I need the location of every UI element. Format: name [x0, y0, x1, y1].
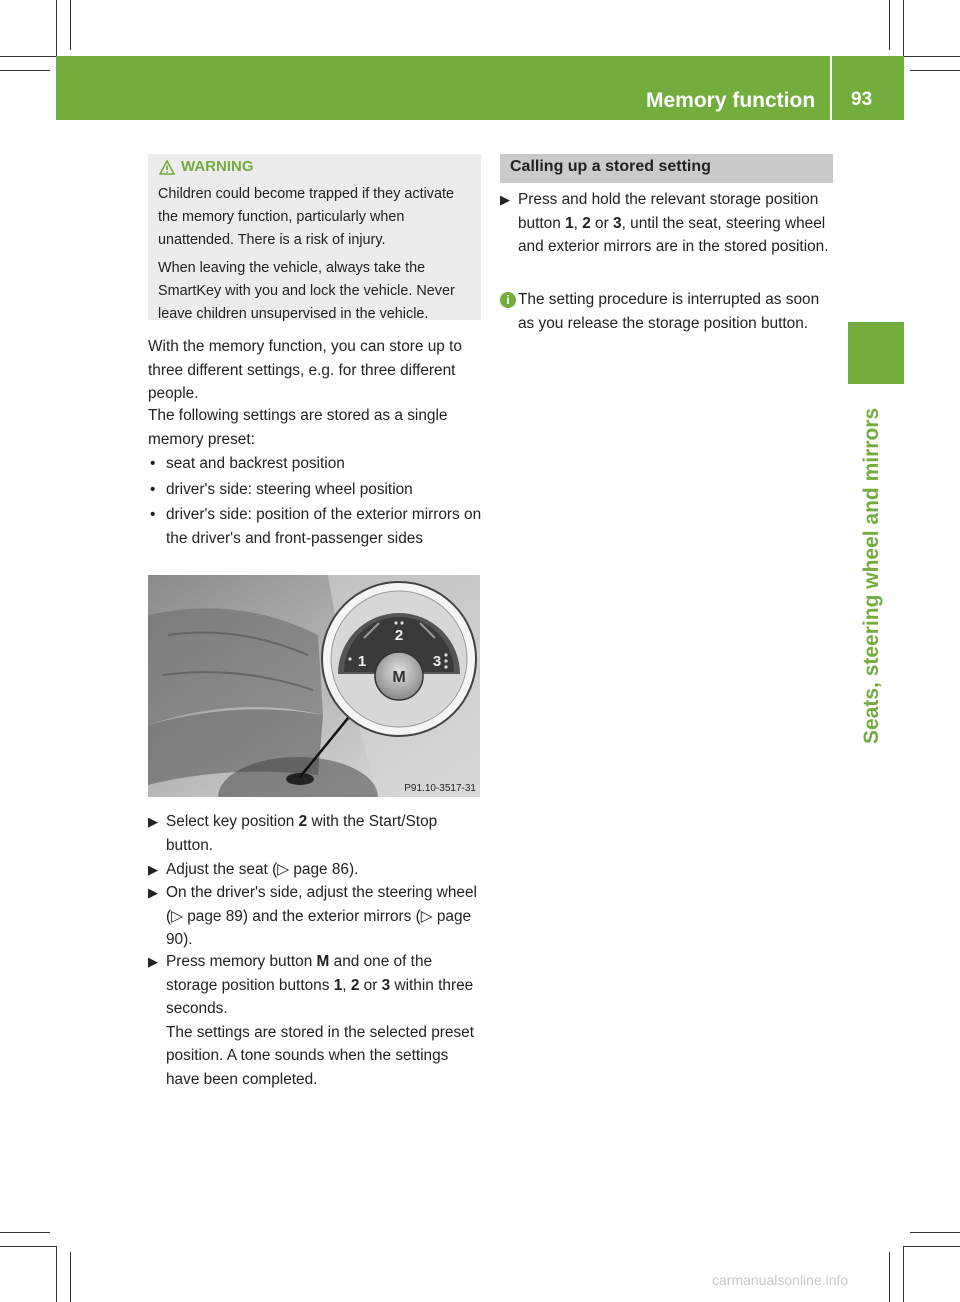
crop-mark	[903, 1246, 904, 1302]
step-key: 2	[582, 214, 591, 232]
instruction-step	[500, 188, 834, 259]
warning-heading: WARNING	[181, 158, 254, 175]
step-text: or	[590, 214, 614, 232]
step-text: or	[359, 976, 382, 994]
step-arrow-icon: ▶	[148, 954, 158, 969]
info-icon: i	[500, 292, 516, 308]
step-text: Adjust the seat (▷ page 86).	[166, 861, 359, 878]
watermark: carmanualsonline.info	[712, 1272, 849, 1288]
step-text: Press memory button	[166, 953, 317, 970]
bullet-mark: •	[150, 481, 156, 498]
button-2-label: 2	[394, 627, 404, 644]
step-key: 2	[298, 813, 308, 830]
info-note	[500, 288, 834, 335]
crop-mark	[903, 0, 904, 56]
section-heading: Calling up a stored setting	[510, 158, 711, 175]
crop-mark	[910, 1232, 960, 1233]
bullet-mark: •	[150, 506, 156, 523]
list-item-text: seat and backrest position	[166, 455, 345, 472]
crop-mark	[70, 1252, 71, 1302]
crop-mark	[0, 56, 56, 57]
step-text: ,	[573, 214, 583, 232]
crop-mark	[0, 1232, 50, 1233]
step-key: 2	[350, 976, 360, 994]
page-title: Memory function	[646, 89, 816, 112]
intro-paragraph: The following settings are stored as a single memory preset:	[148, 407, 448, 448]
step-text: ,	[342, 976, 351, 994]
step-text: within three seconds.	[166, 976, 474, 1017]
crop-mark	[904, 56, 960, 57]
button-m-label: M	[392, 669, 406, 686]
crop-mark	[56, 1246, 57, 1302]
step-text: Press and hold the relevant storage position button	[518, 191, 819, 232]
step-arrow-icon: ▶	[148, 814, 158, 829]
crop-mark	[889, 0, 890, 50]
page-number: 93	[851, 89, 873, 110]
list-item	[148, 478, 482, 502]
seat-illustration	[148, 575, 480, 797]
crop-mark	[904, 1246, 960, 1247]
bullet-mark: •	[150, 455, 156, 472]
section-title-vertical: Seats, steering wheel and mirrors	[860, 407, 883, 744]
step-arrow-icon: ▶	[148, 885, 158, 900]
step-key: 1	[333, 976, 343, 994]
instruction-step	[148, 858, 482, 882]
crop-mark	[910, 70, 960, 71]
crop-mark	[56, 0, 57, 56]
warning-paragraph: When leaving the vehicle, always take the SmartKey with you and lock the vehicle. Never leave children unsupervised in the vehicle.	[158, 260, 455, 322]
step-key: 1	[565, 214, 574, 232]
button-1-label: 1	[357, 653, 367, 670]
step-text: with the Start/Stop button.	[166, 813, 438, 854]
step-arrow-icon: ▶	[148, 862, 158, 877]
warning-paragraph: Children could become trapped if they activate the memory function, particularly when unattended. There is a risk of injury.	[158, 186, 454, 248]
warning-text	[158, 183, 476, 331]
intro-paragraph: With the memory function, you can store up to three different settings, e.g. for three different people.	[148, 338, 462, 402]
figure-code: P91.10-3517-31	[404, 783, 476, 794]
step-text: Select key position	[166, 813, 299, 830]
button-3-label: 3	[432, 653, 442, 670]
header-divider	[830, 56, 832, 120]
section-heading-bar	[500, 154, 833, 183]
step-arrow-icon: ▶	[500, 192, 510, 207]
crop-mark	[0, 1246, 56, 1247]
instruction-step	[148, 881, 482, 952]
crop-mark	[70, 0, 71, 50]
list-item-text: driver's side: position of the exterior mirrors on the driver's and front-passenger sides	[166, 506, 482, 547]
instruction-step	[148, 950, 482, 1091]
list-item-text: driver's side: steering wheel position	[166, 481, 413, 498]
step-key: 3	[381, 976, 391, 994]
warning-triangle-icon	[159, 160, 175, 176]
list-item	[148, 452, 482, 476]
step-key: M	[316, 953, 330, 970]
step-text: , until the seat, steering wheel and exterior mirrors are in the stored position.	[518, 214, 829, 255]
list-item	[148, 503, 482, 550]
crop-mark	[0, 70, 50, 71]
memory-button-photo	[148, 575, 480, 797]
step-result: The settings are stored in the selected preset position. A tone sounds when the settings have been completed.	[166, 1023, 474, 1088]
step-text: On the driver's side, adjust the steering wheel (▷ page 89) and the exterior mirrors (▷ page 90).	[166, 884, 477, 948]
step-key: 3	[613, 214, 622, 232]
info-text: The setting procedure is interrupted as soon as you release the storage position button.	[518, 291, 820, 332]
instruction-step	[148, 810, 482, 857]
step-text: and one of the storage position buttons	[166, 953, 433, 994]
crop-mark	[889, 1252, 890, 1302]
